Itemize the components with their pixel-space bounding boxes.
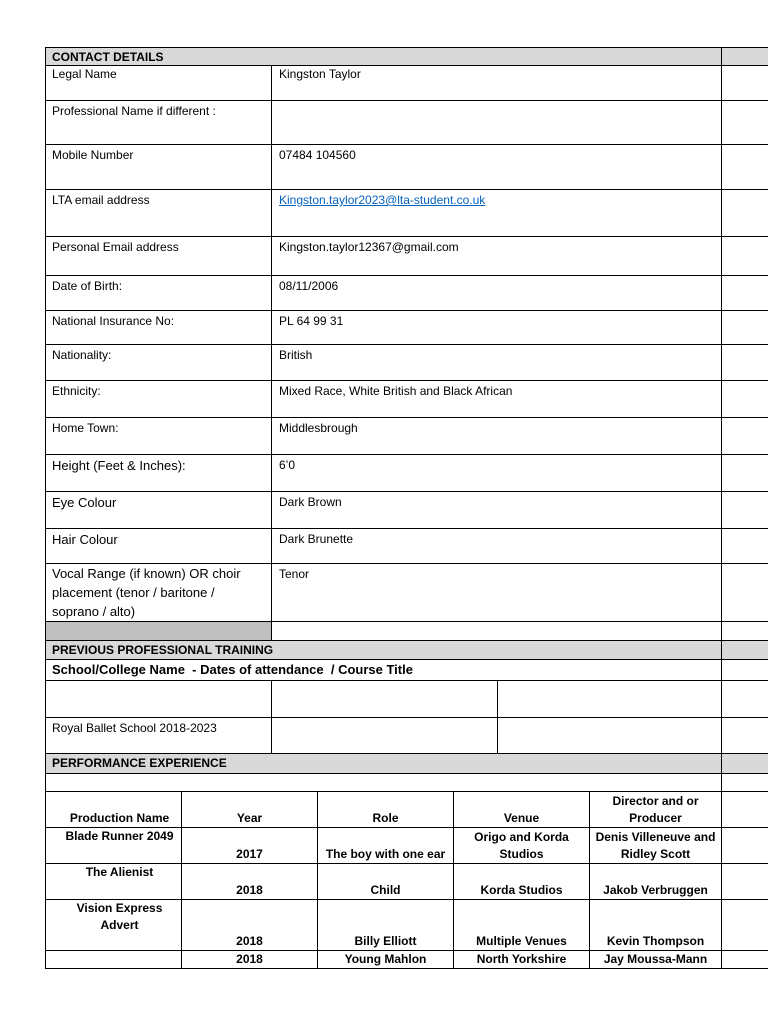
performance-row [45, 951, 768, 969]
director: Jakob Verbruggen [603, 883, 708, 897]
training-cell [498, 681, 722, 718]
production-cell [45, 900, 182, 951]
blank-cell [272, 622, 722, 641]
margin-cell [722, 864, 768, 900]
venue: Multiple Venues [476, 934, 567, 948]
vocal-range-value: Tenor [272, 564, 722, 622]
margin-cell [722, 190, 768, 237]
blank-cell [45, 774, 722, 792]
director-cell [590, 828, 722, 864]
lta-email-label: LTA email address [45, 190, 272, 237]
lta-email-value [272, 190, 722, 237]
hair-colour-value: Dark Brunette [272, 529, 722, 564]
margin-cell [722, 237, 768, 276]
role-cell [318, 951, 454, 969]
professional-name-label: Professional Name if different : [45, 101, 272, 145]
year-cell [182, 864, 318, 900]
date-of-birth-value: 08/11/2006 [272, 276, 722, 311]
training-row [45, 718, 768, 754]
column-header-cell [45, 792, 182, 828]
venue-cell [454, 951, 590, 969]
national-insurance-row [45, 311, 768, 345]
venue: North Yorkshire [476, 952, 567, 966]
vocal-range-label: Vocal Range (if known) OR choir placement (tenor / baritone / soprano / alto) [45, 564, 272, 622]
training-cell [272, 718, 498, 754]
legal-name-row [45, 66, 768, 101]
column-header-cell [318, 792, 454, 828]
professional-name-value [272, 101, 722, 145]
director: Denis Villeneuve and Ridley Scott [595, 830, 716, 861]
margin-cell [722, 345, 768, 381]
production-name: Blade Runner 2049 [65, 829, 174, 843]
venue-header: Venue [503, 811, 540, 825]
personal-email-label: Personal Email address [45, 237, 272, 276]
personal-email-value: Kingston.taylor12367@gmail.com [272, 237, 722, 276]
performance-row [45, 900, 768, 951]
year: 2018 [236, 934, 263, 948]
date-of-birth-label: Date of Birth: [45, 276, 272, 311]
margin-cell [722, 418, 768, 455]
performance-row [45, 864, 768, 900]
lta-email-link[interactable]: Kingston.taylor2023@lta-student.co.uk [279, 193, 486, 207]
role: The boy with one ear [325, 847, 446, 861]
margin-cell [722, 381, 768, 418]
mobile-number-label: Mobile Number [45, 145, 272, 190]
venue-cell [454, 828, 590, 864]
director-cell [590, 900, 722, 951]
height-row [45, 455, 768, 492]
role-cell [318, 900, 454, 951]
performance-blank-row [45, 774, 768, 792]
margin-cell [722, 951, 768, 969]
venue-cell [454, 900, 590, 951]
venue: Origo and Korda Studios [474, 830, 569, 861]
training-row [45, 681, 768, 718]
margin-cell [722, 660, 768, 681]
professional-name-row [45, 101, 768, 145]
training-header-row [45, 641, 768, 660]
legal-name-label: Legal Name [45, 66, 272, 101]
ethnicity-row [45, 381, 768, 418]
margin-cell [722, 754, 768, 774]
margin-cell [722, 101, 768, 145]
date-of-birth-row [45, 276, 768, 311]
role: Young Mahlon [344, 952, 427, 966]
year: 2018 [236, 883, 263, 897]
director: Kevin Thompson [606, 934, 705, 948]
ethnicity-label: Ethnicity: [45, 381, 272, 418]
performance-header-row [45, 754, 768, 774]
eye-colour-label: Eye Colour [45, 492, 272, 529]
director: Jay Moussa-Mann [603, 952, 708, 966]
production-cell [45, 864, 182, 900]
national-insurance-value: PL 64 99 31 [272, 311, 722, 345]
lta-email-row [45, 190, 768, 237]
margin-cell [722, 622, 768, 641]
contact-details-heading: CONTACT DETAILS [45, 47, 722, 66]
margin-cell [722, 276, 768, 311]
home-town-row [45, 418, 768, 455]
column-header-cell [454, 792, 590, 828]
director-cell [590, 864, 722, 900]
production-name: Vision Express Advert [76, 901, 163, 932]
production-cell [45, 951, 182, 969]
margin-cell [722, 145, 768, 190]
margin-cell [722, 529, 768, 564]
height-value: 6’0 [272, 455, 722, 492]
year-cell [182, 828, 318, 864]
year: 2018 [236, 952, 263, 966]
director-cell [590, 951, 722, 969]
home-town-value: Middlesbrough [272, 418, 722, 455]
margin-cell [722, 66, 768, 101]
role: Child [370, 883, 401, 897]
margin-cell [722, 681, 768, 718]
training-subheading-row [45, 660, 768, 681]
training-cell [45, 681, 272, 718]
nationality-label: Nationality: [45, 345, 272, 381]
role-cell [318, 828, 454, 864]
role-cell [318, 864, 454, 900]
role-header: Role [372, 811, 399, 825]
role: Billy Elliott [354, 934, 417, 948]
venue: Korda Studios [480, 883, 563, 897]
margin-cell [722, 828, 768, 864]
contact-details-header-row [45, 47, 768, 66]
training-cell [498, 718, 722, 754]
year-header: Year [236, 811, 263, 825]
national-insurance-label: National Insurance No: [45, 311, 272, 345]
margin-cell [722, 47, 768, 66]
production-name-header: Production Name [69, 811, 170, 825]
training-cell [272, 681, 498, 718]
nationality-row [45, 345, 768, 381]
training-school-cell: Royal Ballet School 2018-2023 [45, 718, 272, 754]
margin-cell [722, 492, 768, 529]
year-cell [182, 951, 318, 969]
year-cell [182, 900, 318, 951]
vocal-range-row [45, 564, 768, 622]
production-name: The Alienist [85, 865, 154, 879]
personal-email-row [45, 237, 768, 276]
training-heading: PREVIOUS PROFESSIONAL TRAINING [45, 641, 722, 660]
mobile-number-value: 07484 104560 [272, 145, 722, 190]
director-header: Director and or Producer [612, 794, 699, 825]
eye-colour-value: Dark Brown [272, 492, 722, 529]
eye-colour-row [45, 492, 768, 529]
legal-name-value: Kingston Taylor [272, 66, 722, 101]
margin-cell [722, 455, 768, 492]
shaded-spacer-cell [45, 622, 272, 641]
margin-cell [722, 792, 768, 828]
margin-cell [722, 311, 768, 345]
margin-cell [722, 774, 768, 792]
year: 2017 [236, 847, 263, 861]
mobile-number-row [45, 145, 768, 190]
margin-cell [722, 641, 768, 660]
nationality-value: British [272, 345, 722, 381]
column-header-cell [590, 792, 722, 828]
ethnicity-value: Mixed Race, White British and Black African [272, 381, 722, 418]
performance-row [45, 828, 768, 864]
performance-heading: PERFORMANCE EXPERIENCE [45, 754, 722, 774]
height-label: Height (Feet & Inches): [45, 455, 272, 492]
performance-column-headers [45, 792, 768, 828]
training-subheading: School/College Name - Dates of attendance / Course Title [45, 660, 722, 681]
venue-cell [454, 864, 590, 900]
home-town-label: Home Town: [45, 418, 272, 455]
hair-colour-label: Hair Colour [45, 529, 272, 564]
margin-cell [722, 900, 768, 951]
margin-cell [722, 564, 768, 622]
column-header-cell [182, 792, 318, 828]
hair-colour-row [45, 529, 768, 564]
production-cell [45, 828, 182, 864]
margin-cell [722, 718, 768, 754]
spacer-row [45, 622, 768, 641]
